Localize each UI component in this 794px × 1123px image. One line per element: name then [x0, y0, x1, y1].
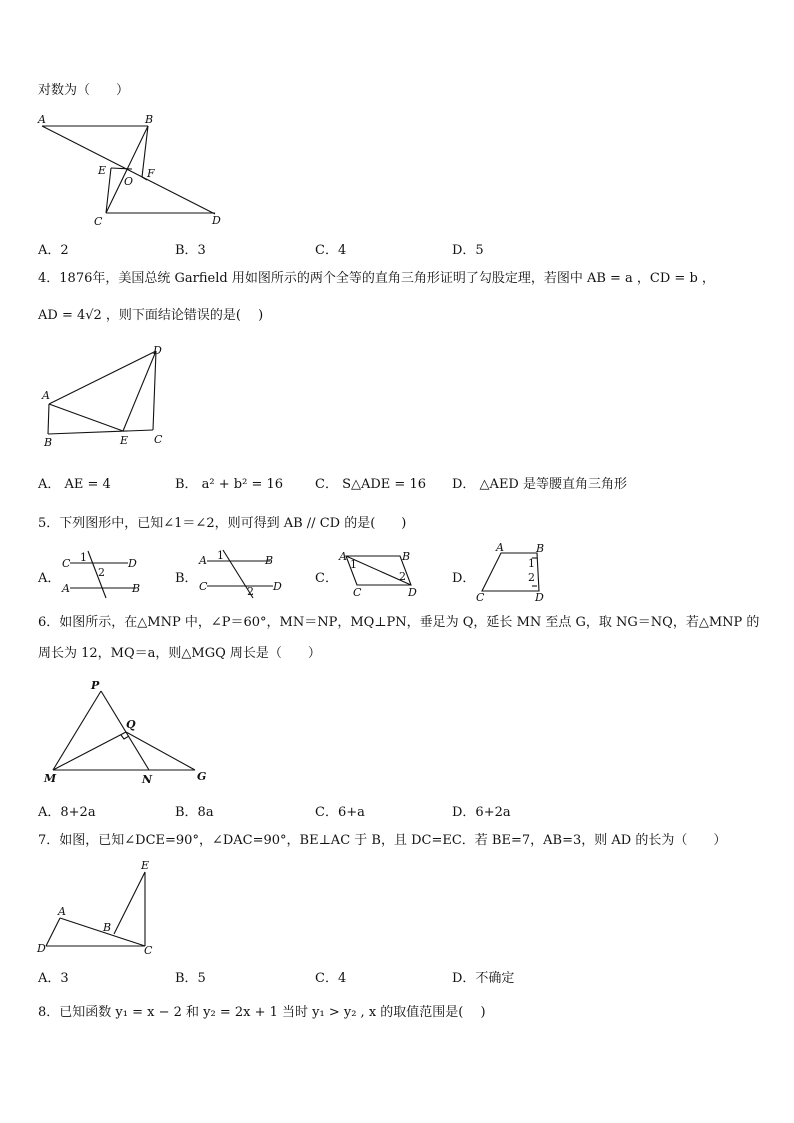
- label-b: B: [44, 436, 53, 449]
- svg-text:A: A: [339, 550, 347, 563]
- svg-text:D: D: [408, 586, 417, 599]
- q3-option-d[interactable]: D．5: [452, 243, 484, 258]
- q4-option-c[interactable]: C． S△ADE = 16: [315, 477, 426, 492]
- svg-text:A: A: [62, 582, 70, 595]
- svg-text:1: 1: [350, 558, 357, 571]
- svg-text:P: P: [91, 679, 100, 692]
- segment-dc: [153, 351, 156, 430]
- q4-option-d[interactable]: D． △AED 是等腰直角三角形: [452, 477, 627, 492]
- q6-option-d[interactable]: D．6+2a: [452, 805, 511, 820]
- label-d: D: [153, 344, 162, 357]
- segment-bc: [106, 126, 148, 213]
- svg-text:C: C: [199, 580, 208, 593]
- segment-da: [46, 918, 60, 946]
- q3-figure: [30, 110, 230, 232]
- q3-option-a[interactable]: A．2: [38, 243, 69, 258]
- q4-figure: [35, 343, 175, 453]
- segment-ad: [42, 126, 215, 214]
- svg-text:C: C: [144, 944, 153, 957]
- segment-ad: [49, 351, 156, 404]
- svg-text:B: B: [536, 542, 545, 555]
- label-d: D: [212, 214, 221, 227]
- q7-figure: [34, 856, 164, 958]
- q7-option-c[interactable]: C．4: [315, 971, 347, 986]
- svg-text:D: D: [535, 591, 544, 604]
- q7-option-b[interactable]: B．5: [175, 971, 206, 986]
- q3-stem-tail: 对数为（ ）: [38, 83, 130, 98]
- svg-text:C: C: [353, 586, 362, 599]
- svg-text:B: B: [103, 921, 112, 934]
- q6-stem-line2: 周长为 12，MQ＝a，则△MGQ 周长是（ ）: [38, 646, 321, 661]
- segment-pn: [101, 691, 149, 770]
- q6-option-b[interactable]: B．8a: [175, 805, 214, 820]
- q7-stem: 7．如图，已知∠DCE=90°，∠DAC=90°，BE⊥AC 于 B，且 DC=EC．若 BE=7，AB=3，则 AD 的长为（ ）: [38, 833, 727, 848]
- q5-figure-a: [58, 548, 148, 600]
- segment-ab: [48, 404, 49, 434]
- q5-option-c[interactable]: C．: [315, 571, 338, 586]
- segment-ce: [106, 168, 111, 213]
- svg-text:2: 2: [399, 570, 406, 583]
- label-o: O: [124, 175, 134, 188]
- svg-text:B: B: [402, 550, 411, 563]
- svg-text:2: 2: [247, 585, 254, 598]
- q4-stem-line2: AD = 4√2 ，则下面结论错误的是( ): [38, 308, 264, 323]
- q8-stem: 8．已知函数 y₁ = x − 2 和 y₂ = 2x + 1 当时 y₁ > y₂ , x 的取值范围是( ): [38, 1005, 486, 1020]
- label-c: C: [154, 433, 163, 446]
- svg-text:M: M: [44, 772, 57, 785]
- svg-text:G: G: [197, 770, 207, 783]
- label-e: E: [120, 434, 129, 447]
- q5-figure-c: [335, 548, 425, 600]
- svg-text:C: C: [476, 591, 485, 604]
- svg-text:2: 2: [528, 571, 535, 584]
- svg-text:B: B: [132, 582, 141, 595]
- q3-option-c[interactable]: C．4: [315, 243, 347, 258]
- svg-text:D: D: [37, 942, 46, 955]
- q5-option-b[interactable]: B．: [175, 571, 198, 586]
- svg-text:N: N: [142, 773, 153, 786]
- q6-option-c[interactable]: C．6+a: [315, 805, 365, 820]
- q5-figure-d: [474, 541, 564, 604]
- label-c: C: [94, 215, 103, 228]
- segment-eb: [114, 872, 145, 934]
- svg-text:2: 2: [98, 566, 105, 579]
- segment-ae: [49, 404, 123, 431]
- label-f: F: [147, 167, 155, 180]
- svg-text:A: A: [496, 541, 504, 554]
- q4-stem-line1: 4．1876年，美国总统 Garfield 用如图所示的两个全等的直角三角形证明了勾股定理，若图中 AB = a ，CD = b ，: [38, 271, 715, 286]
- q4-option-b[interactable]: B． a² + b² = 16: [175, 477, 284, 492]
- label-a: A: [38, 113, 46, 126]
- q5-figure-b: [195, 548, 295, 600]
- svg-text:C: C: [62, 557, 71, 570]
- q6-figure: [40, 676, 220, 791]
- svg-text:B: B: [265, 554, 274, 567]
- svg-text:A: A: [58, 905, 66, 918]
- svg-text:D: D: [128, 557, 137, 570]
- q5-stem: 5．下列图形中，已知∠1＝∠2，则可得到 AB // CD 的是( ): [38, 516, 407, 531]
- svg-text:D: D: [273, 580, 282, 593]
- segment-bc: [48, 430, 153, 434]
- label-a: A: [42, 389, 50, 402]
- svg-text:1: 1: [80, 551, 87, 564]
- q4-option-a[interactable]: A． AE = 4: [38, 477, 111, 492]
- segment-mp: [53, 691, 101, 770]
- segment-qg: [126, 732, 195, 770]
- svg-text:Q: Q: [126, 718, 136, 731]
- q5-option-a[interactable]: A．: [38, 571, 61, 586]
- svg-text:A: A: [199, 554, 207, 567]
- svg-text:E: E: [141, 859, 150, 872]
- label-b: B: [145, 113, 154, 126]
- segment-eo: [111, 168, 132, 169]
- q3-option-b[interactable]: B．3: [175, 243, 206, 258]
- q6-option-a[interactable]: A．8+2a: [38, 805, 96, 820]
- q6-stem-line1: 6．如图所示，在△MNP 中，∠P＝60°，MN＝NP，MQ⊥PN，垂足为 Q，延长 MN 至点 G，取 NG＝NQ，若△MNP 的: [38, 615, 760, 630]
- svg-text:1: 1: [528, 557, 535, 570]
- q7-option-d[interactable]: D．不确定: [452, 971, 515, 986]
- label-e: E: [98, 164, 107, 177]
- svg-text:1: 1: [217, 549, 224, 562]
- segment-ed: [123, 351, 156, 431]
- q5-option-d[interactable]: D．: [452, 571, 476, 586]
- q7-option-a[interactable]: A．3: [38, 971, 69, 986]
